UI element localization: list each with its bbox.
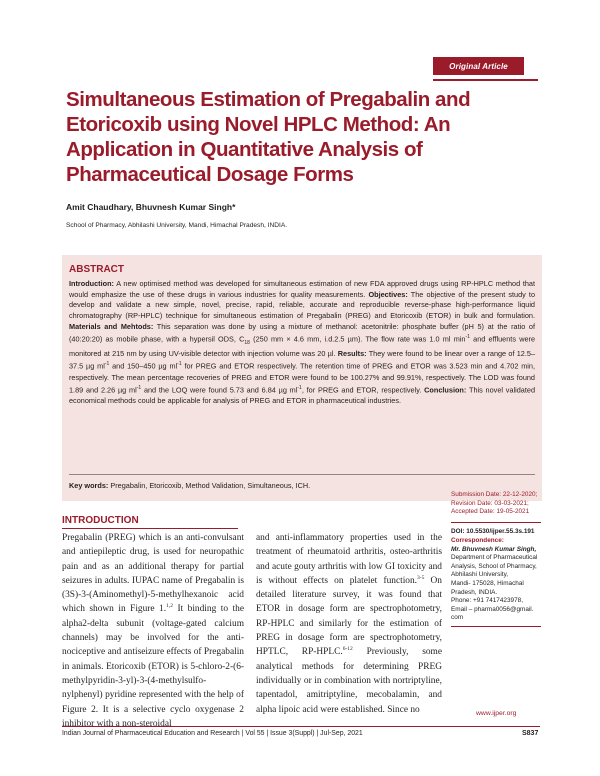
header-rule — [433, 79, 538, 81]
abstract-objectives-label: Objectives: — [368, 289, 408, 299]
correspondence-line-4: Mandi- 175028, Himachal — [451, 579, 524, 587]
abstract-intro-text: A new optimised method was developed for simultaneous estimation of new FDA approved drugs using RP-HPLC method that would emphasize the use of these drugs in various industries for quality measurements. — [69, 279, 535, 299]
sidebar-rule-bottom — [451, 626, 541, 627]
abstract-divider — [69, 474, 535, 475]
correspondence-email: Email – pharma0056@gmail. — [451, 605, 534, 613]
correspondence-phone: Phone: +91 7417423978, — [451, 597, 523, 605]
abstract-methods-label: Materials and Mehtods: — [69, 321, 154, 331]
intro-left-column — [62, 531, 244, 731]
footer-rule — [62, 726, 540, 727]
journal-url[interactable]: www.ijper.org — [476, 710, 517, 717]
abstract-results-label: Results: — [337, 348, 367, 358]
intro-left-sup-1: 1,2 — [166, 603, 173, 610]
intro-right-column — [256, 531, 442, 717]
keywords-label: Key words: — [69, 481, 109, 490]
abstract-conclusion-label: Conclusion: — [424, 385, 467, 395]
abstract-results-text-3: for PREG and ETOR respectively. The retention time of PREG and ETOR was 3.523 min and 4.702 min, respectively. The mean percentage recoveries of PREG and ETOR were found to be 100.27% and 99.91%, respectively. The LOD was found 1.89 and 2.26 µg ml — [69, 361, 535, 395]
sidebar-rule — [451, 522, 541, 523]
affiliation: School of Pharmacy, Abhilashi University, Mandi, Himachal Pradesh, INDIA. — [66, 222, 288, 229]
correspondence-line-3: Abhilashi University, — [451, 571, 509, 579]
intro-right-sup-2: 6-12 — [342, 646, 353, 653]
article-title: Simultaneous Estimation of Pregabalin and Etoricoxib using Novel HPLC Method: An Application in Quantitative Analysis of Pharmaceutical Dosage Forms — [66, 88, 471, 186]
keywords-text: Pregabalin, Etoricoxib, Method Validation, Simultaneous, ICH. — [108, 481, 311, 490]
correspondence — [451, 537, 537, 623]
intro-left-text-1: Pregabalin (PREG) which is an anti-convulsant and antiepileptic drug, is used for neuropathic pain and as an additional therapy for partial seizures in adults. IUPAC name of Pregabalin is (3S)-3-(Aminomethyl)-5-methylhexanoic acid which shown in Figure 1. — [62, 533, 244, 615]
abstract-results-text-5: , for PREG and ETOR, respectively. — [301, 385, 422, 395]
abstract-methods-text-2: (250 mm × 4.6 mm, i.d.2.5 µm). The flow rate was 1.0 ml min — [249, 334, 466, 344]
correspondence-line-1: Department of Pharmaceutical — [451, 554, 538, 562]
abstract-objectives-text: The objective of the present study to develop and validate a new simple, novel, precise, rapid, reliable, accurate and reproducible reverse-phase high-performance liquid chromatography (RP-HPLC) technique for simultaneous estimation of Pregabalin (PREG) and Etoricoxib (ETOR) in bulk and formulation. — [69, 289, 536, 320]
page-number: S837 — [522, 730, 539, 737]
abstract-conclusion-text: This novel validated economical methods could be applicable for analysis of PREG and ETOR in pharmaceutical industries. — [69, 385, 535, 406]
intro-left-text-2: It binding to the alpha2-delta subunit (voltage-gated calcium channels) may be involved for the anti-nociceptive and antiseizure effects of Pregabalin in animals. Etoricoxib (ETOR) is 5-chloro-2-(6-methylpyridin-3-yl)-3-(4-methylsulfo-nylphenyl) pyridine represented with the help of Figure 2. It is a selective cyclo oxygenase 2 inhibitor with a non-steroidal — [62, 604, 244, 729]
abstract-methods-text-3: and effluents were monitored at 215 nm by using UV-visible detector with injection volume was 20 µl. — [69, 334, 536, 358]
abstract-results-sup-4: -1 — [297, 385, 302, 392]
article-type-badge: Original Article — [433, 57, 524, 75]
abstract-methods-sup-1: -1 — [465, 334, 470, 341]
abstract-results-text-2: and 150–450 µg ml — [109, 361, 178, 371]
abstract-methods-text-1: This separation was done by using a mixture of methanol: acetonitrile: phosphate buffer (pH 5) at the ratio of (40:20:20) as mobile phase, with a hypersil ODS, C — [69, 321, 535, 344]
correspondence-line-2: Analysis, School of Pharmacy, — [451, 562, 537, 570]
intro-heading: INTRODUCTION — [62, 515, 139, 526]
abstract-results-sup-2: -1 — [177, 361, 182, 368]
submission-date: Submission Date: 22-12-2020; — [451, 491, 538, 498]
abstract-methods-sub: 18 — [244, 340, 250, 347]
keywords — [69, 481, 310, 490]
revision-date: Revision Date: 03-03-2021; — [451, 499, 529, 507]
abstract-intro-label: Introduction: — [69, 279, 114, 288]
correspondence-name: Mr. Bhuvnesh Kumar Singh, — [451, 545, 537, 553]
intro-rule — [62, 528, 238, 529]
abstract-text — [69, 279, 535, 407]
abstract-results-sup-3: -1 — [136, 385, 142, 392]
abstract-heading: ABSTRACT — [69, 264, 124, 275]
abstract-results-sup-1: -1 — [104, 361, 110, 368]
abstract-results-text-4: and the LOQ were found 5.73 and 6.84 µg ml — [141, 385, 298, 395]
authors: Amit Chaudhary, Bhuvnesh Kumar Singh* — [66, 202, 236, 212]
intro-right-sup-1: 3-5 — [417, 574, 425, 581]
correspondence-heading: Correspondence: — [451, 537, 504, 544]
correspondence-line-5: Pradesh, INDIA. — [451, 588, 498, 596]
submission-dates — [451, 491, 537, 517]
correspondence-email-cont: com — [451, 614, 464, 622]
intro-right-text-1: and anti-inflammatory properties used in the treatment of rheumatoid arthritis, osteo-arthritis and acute gouty arthritis with low GI toxicity and is without effects on platelet function. — [256, 533, 442, 586]
doi: DOI: 10.5530/ijper.55.3s.191 — [451, 528, 535, 535]
abstract-results-text-1: They were found to be linear over a range of 12.5–37.5 µg ml — [69, 348, 536, 371]
intro-right-text-2: On detailed literature survey, it was found that ETOR in dosage form are spectrophotometry, RP-HPLC and similarly for the estimation of PREG in dosage form are spectrophotometry, HPTLC, RP-HPLC. — [256, 575, 442, 658]
intro-right-text-3: Previously, some analytical methods for determining PREG individually or in combination with nortriptyline, tapentadol, amitriptyline, mecobalamin, and alpha lipoic acid were established. Since no — [256, 647, 442, 715]
accepted-date: Accepted Date: 19-05-2021 — [451, 508, 530, 516]
footer-journal: Indian Journal of Pharmaceutical Education and Research | Vol 55 | Issue 3(Suppl) | Jul-Sep, 2021 — [62, 730, 363, 737]
